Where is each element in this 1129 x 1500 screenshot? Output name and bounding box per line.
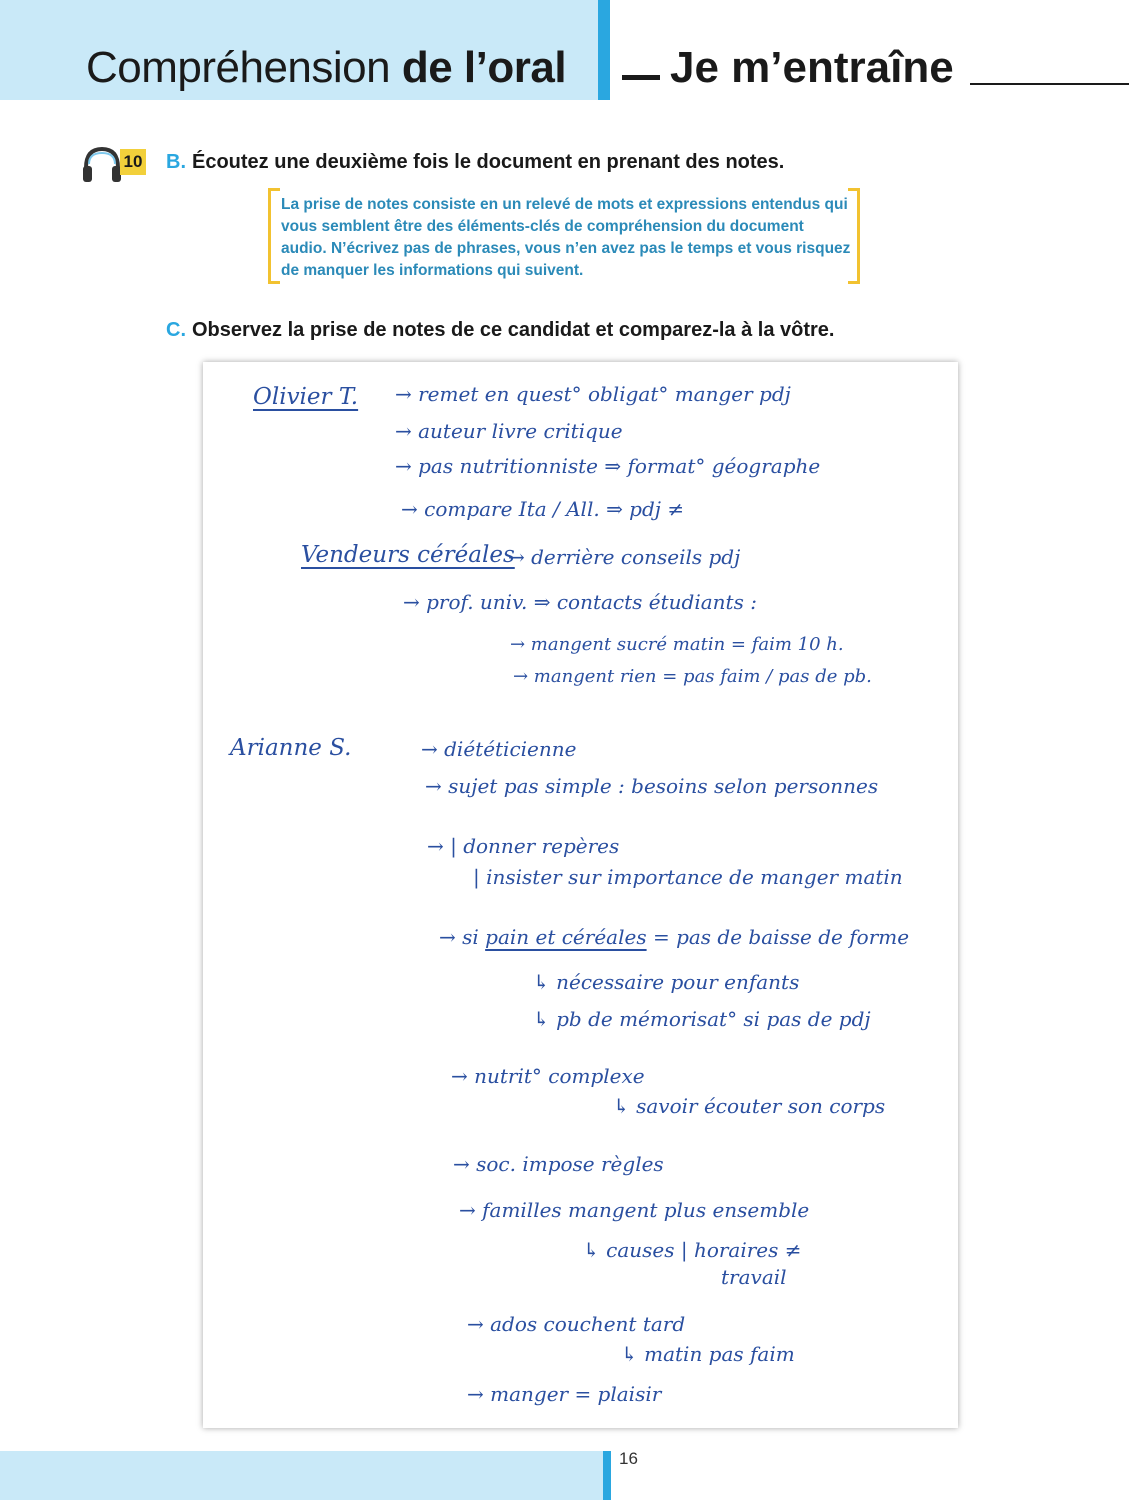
footer-band xyxy=(0,1451,603,1500)
note-line: ↳ nécessaire pour enfants xyxy=(533,970,800,994)
note-line xyxy=(439,925,909,949)
header-dash xyxy=(622,75,660,80)
note-line: ↳ causes | horaires ≠ xyxy=(583,1238,802,1262)
note-line: → familles mangent plus ensemble xyxy=(459,1198,810,1222)
instruction-c xyxy=(166,319,834,342)
note-line: → diététicienne xyxy=(421,737,577,761)
title-regular: Compréhension xyxy=(86,43,402,92)
note-line: → prof. univ. ⇒ contacts étudiants : xyxy=(403,590,757,614)
section-title: Je m’entraîne xyxy=(670,43,954,92)
note-fragment-underlined: pain et céréales xyxy=(485,925,647,949)
note-line: → nutrit° complexe xyxy=(451,1064,645,1088)
note-line: → ados couchent tard xyxy=(467,1312,686,1336)
note-line: → | donner repères xyxy=(427,834,620,858)
notes-sheet xyxy=(203,362,958,1428)
note-fragment: = pas de baisse de forme xyxy=(646,925,910,949)
note-line: ↳ matin pas faim xyxy=(621,1342,795,1366)
page-title xyxy=(86,38,566,98)
tip-box xyxy=(268,188,860,284)
tip-bracket-left xyxy=(268,188,280,284)
page-number: 16 xyxy=(619,1449,638,1468)
note-vendeurs: Vendeurs céréales xyxy=(301,542,515,568)
note-line: → auteur livre critique xyxy=(395,419,623,443)
header-accent-bar xyxy=(598,0,610,100)
title-bold: de l’oral xyxy=(401,43,567,92)
note-line: ↳ pb de mémorisat° si pas de pdj xyxy=(533,1007,871,1031)
note-line: → pas nutritionniste ⇒ format° géographe xyxy=(395,454,821,478)
instruction-b-text: Écoutez une deuxième fois le document en prenant des notes. xyxy=(192,151,785,173)
note-line: | insister sur importance de manger matin xyxy=(473,865,903,889)
note-line: → remet en quest° obligat° manger pdj xyxy=(395,382,791,406)
note-line: → mangent rien = pas faim / pas de pb. xyxy=(513,666,872,687)
note-line: → sujet pas simple : besoins selon personnes xyxy=(425,774,879,798)
note-line: travail xyxy=(721,1265,787,1289)
audio-track-number: 10 xyxy=(120,149,146,175)
instruction-b xyxy=(166,151,784,174)
note-line: → manger = plaisir xyxy=(467,1382,662,1406)
note-line: → soc. impose règles xyxy=(453,1152,664,1176)
note-olivier: Olivier T. xyxy=(253,384,359,410)
note-arianne: Arianne S. xyxy=(230,735,352,761)
instruction-c-text: Observez la prise de notes de ce candidat et comparez-la à la vôtre. xyxy=(192,319,835,341)
note-line: → mangent sucré matin = faim 10 h. xyxy=(510,634,844,655)
note-line: → compare Ita / All. ⇒ pdj ≠ xyxy=(401,497,685,521)
note-line: → derrière conseils pdj xyxy=(508,545,741,569)
footer-accent-bar xyxy=(603,1451,611,1500)
note-fragment: → si xyxy=(439,925,486,949)
instruction-c-letter: C. xyxy=(166,319,186,341)
tip-text: La prise de notes consiste en un relevé de mots et expressions entendus qui vous semblent être des éléments-clés de compréhension du document audio. N’écrivez pas de phrases, vous n’en avez pas le temps et vous risquez de manquer les informations qui suivent. xyxy=(281,196,851,279)
header-rule xyxy=(970,83,1129,85)
instruction-b-letter: B. xyxy=(166,151,186,173)
note-line: ↳ savoir écouter son corps xyxy=(613,1094,886,1118)
